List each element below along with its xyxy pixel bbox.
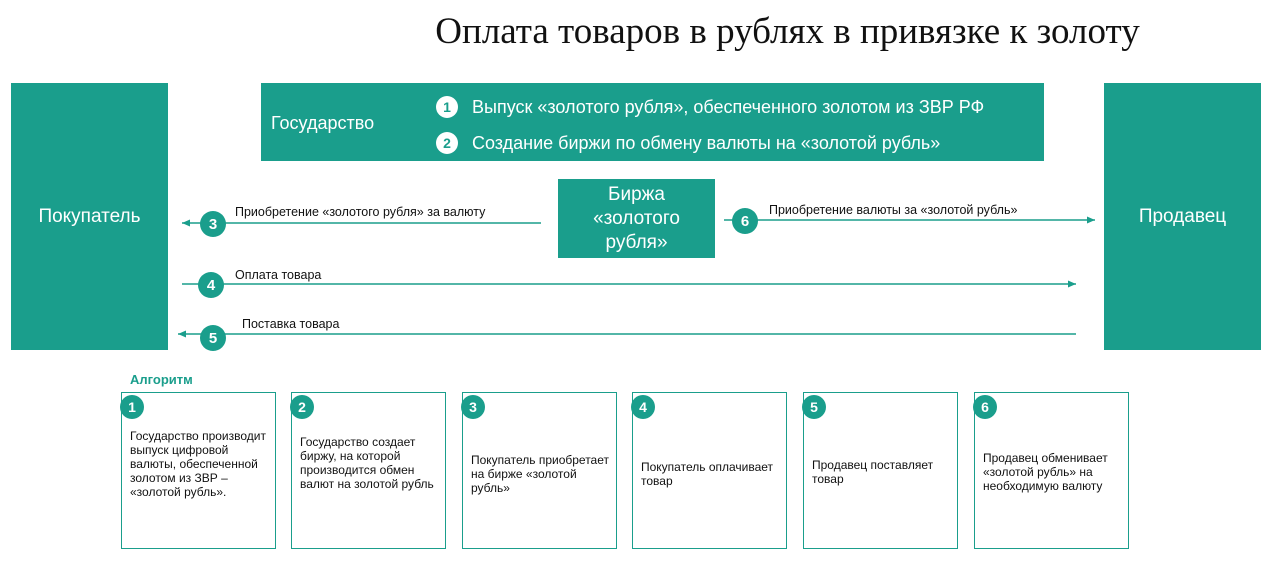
step-text: Покупатель оплачивает товар xyxy=(641,460,774,488)
flow-label-4: Оплата товара xyxy=(235,268,322,282)
page-title: Оплата товаров в рублях в привязке к золоту xyxy=(435,11,1140,52)
exchange-line: рубля» xyxy=(605,231,668,253)
algorithm-step-5 xyxy=(803,392,958,549)
algorithm-step-6 xyxy=(974,392,1129,549)
algorithm-step-2 xyxy=(291,392,446,549)
step-number: 3 xyxy=(461,395,485,419)
seller-box: Продавец xyxy=(1104,83,1261,350)
exchange-line: «золотого xyxy=(593,207,680,229)
step-text: Продавец поставляет товар xyxy=(812,458,934,486)
algorithm-title: Алгоритм xyxy=(130,372,193,387)
step-text: Государство создает биржу, на которой производится обмен валют на золотой рубль xyxy=(300,435,434,491)
step-text: Продавец обменивает «золотой рубль» на необходимую валюту xyxy=(983,451,1108,493)
flow-number-6: 6 xyxy=(732,208,758,234)
flow-number-4: 4 xyxy=(198,272,224,298)
step-text: Покупатель приобретает на бирже «золотой рубль» xyxy=(471,453,609,495)
algorithm-step-1 xyxy=(121,392,276,549)
flow-label-5: Поставка товара xyxy=(242,317,340,331)
step-number: 1 xyxy=(120,395,144,419)
step-number: 5 xyxy=(802,395,826,419)
step-number: 4 xyxy=(631,395,655,419)
step-number: 6 xyxy=(973,395,997,419)
algorithm-step-4 xyxy=(632,392,787,549)
exchange-line: Биржа xyxy=(608,183,665,205)
flow-label-3: Приобретение «золотого рубля» за валюту xyxy=(235,205,486,219)
step-number: 2 xyxy=(290,395,314,419)
state-item-text: Выпуск «золотого рубля», обеспеченного золотом из ЗВР РФ xyxy=(472,96,985,117)
state-item-number: 1 xyxy=(436,96,458,118)
buyer-box: Покупатель xyxy=(11,83,168,350)
flow-number-3: 3 xyxy=(200,211,226,237)
flow-number-5: 5 xyxy=(200,325,226,351)
step-text: Государство производит выпуск цифровой валюты, обеспеченной золотом из ЗВР – «золотой рубль». xyxy=(130,429,266,499)
state-item-number: 2 xyxy=(436,132,458,154)
flow-label-6: Приобретение валюты за «золотой рубль» xyxy=(769,203,1018,217)
state-item-text: Создание биржи по обмену валюты на «золотой рубль» xyxy=(472,132,941,153)
algorithm-step-3 xyxy=(462,392,617,549)
state-label: Государство xyxy=(271,113,375,133)
